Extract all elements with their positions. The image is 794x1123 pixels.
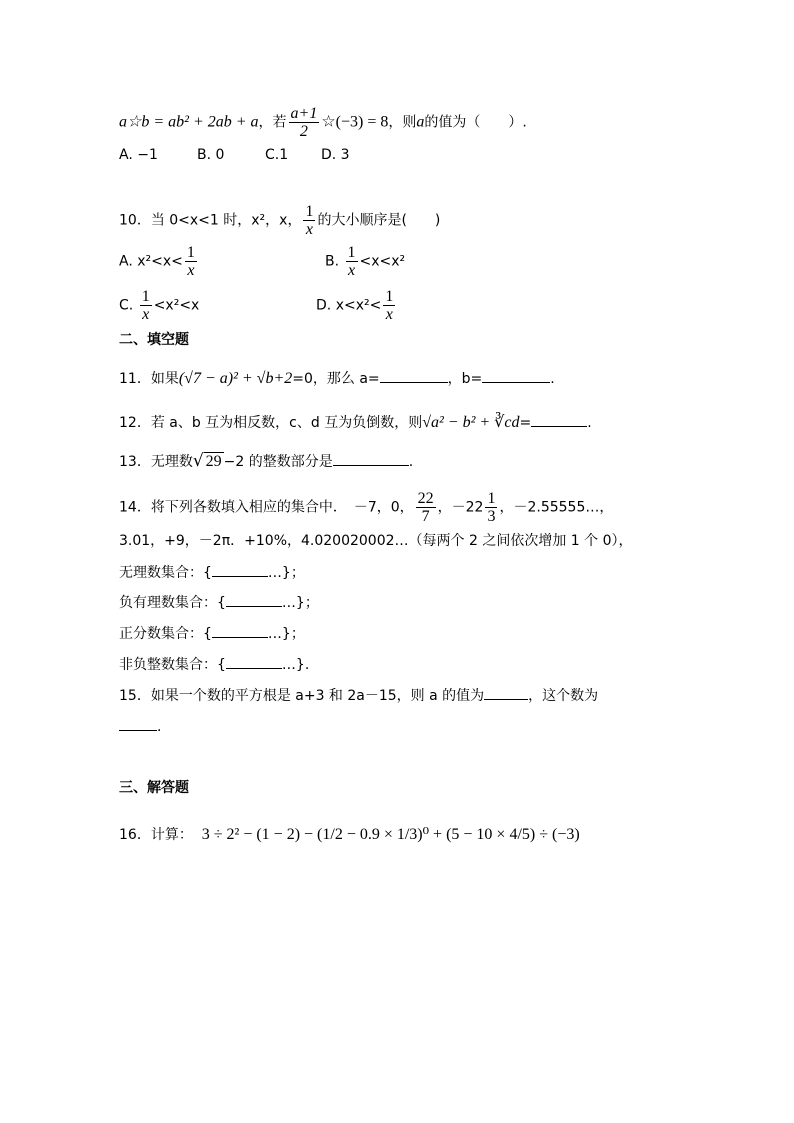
q9-ask-tail: 的值为（ ）. bbox=[424, 114, 527, 131]
q14-set-nonneg-int-label: 非负整数集合：{ bbox=[119, 657, 226, 673]
q13-answer[interactable] bbox=[333, 451, 409, 466]
q9-frac-num: a+1 bbox=[290, 105, 318, 122]
q10-b-frac bbox=[346, 244, 358, 279]
q9-definition-line bbox=[119, 105, 527, 140]
q15-text: 15．如果一个数的平方根是 a+3 和 2a－15，则 a 的值为 bbox=[119, 688, 485, 704]
q12-line bbox=[119, 412, 592, 433]
q14-line1 bbox=[119, 490, 613, 525]
q14-set-irrational-tail: …}； bbox=[267, 565, 305, 581]
q14-set-irrational-answer[interactable] bbox=[212, 562, 268, 577]
q10-b-text: <x<x² bbox=[359, 253, 406, 270]
q14-frac bbox=[416, 490, 436, 525]
q10-frac-num: 1 bbox=[305, 203, 314, 220]
q15-answer-number[interactable] bbox=[119, 716, 157, 731]
q14-frac-den: 7 bbox=[421, 508, 430, 525]
q9-option-c: C.1 bbox=[265, 147, 289, 163]
q14-set-pos-fraction-tail: …}； bbox=[267, 626, 305, 642]
q10-c-frac-den: x bbox=[142, 306, 150, 323]
q14-set-nonneg-int bbox=[119, 654, 309, 675]
q14-line2: 3.01，+9，－2π．+10%，4.020020002…（每两个 2 之间依次增加 1 个 0）， bbox=[119, 533, 633, 549]
q10-d-frac-num: 1 bbox=[385, 288, 394, 305]
q10-d-label: D. bbox=[316, 297, 332, 314]
q14-mixed-num: 1 bbox=[487, 490, 496, 507]
q9-option-b: B. 0 bbox=[197, 147, 225, 163]
q11-answer-a[interactable] bbox=[380, 368, 448, 383]
q13-radicand: 29 bbox=[205, 453, 222, 470]
q10-c-frac bbox=[140, 288, 152, 323]
q9-options bbox=[119, 145, 350, 165]
q15-line bbox=[119, 685, 598, 706]
q9-option-a: A. −1 bbox=[119, 147, 158, 163]
q14-pre: 14．将下列各数填入相应的集合中． －7，0， bbox=[119, 499, 414, 516]
q11-answer-b[interactable] bbox=[482, 368, 550, 383]
q10-d-frac-den: x bbox=[385, 306, 393, 323]
q11-pre: 11．如果 bbox=[119, 371, 179, 387]
q11-sep: ，b= bbox=[447, 371, 483, 387]
q14-set-pos-fraction-label: 正分数集合：{ bbox=[119, 626, 212, 642]
q10-a-label: A. bbox=[119, 253, 133, 270]
q9-ask-var: a bbox=[416, 113, 425, 131]
q13-line bbox=[119, 451, 413, 472]
q10-stem bbox=[119, 203, 440, 238]
q10-stem-pre: 10．当 0<x<1 时，x²，x， bbox=[119, 212, 302, 229]
q14-frac-num: 22 bbox=[417, 490, 434, 507]
q10-c-label: C. bbox=[119, 297, 134, 314]
q13-post: −2 的整数部分是 bbox=[223, 454, 333, 470]
q10-b-frac-den: x bbox=[347, 262, 356, 279]
q14-set-neg-rational-answer[interactable] bbox=[226, 592, 282, 607]
q10-c-frac-num: 1 bbox=[141, 288, 150, 305]
q12-expression: √a² − b² + ∛cd bbox=[422, 414, 520, 431]
q14-set-irrational-label: 无理数集合：{ bbox=[119, 565, 212, 581]
q14-set-neg-rational-tail: …}； bbox=[281, 595, 319, 611]
q10-frac-den: x bbox=[305, 221, 314, 238]
q9-ask: ，则 bbox=[388, 114, 417, 131]
section-heading-solve: 三、解答题 bbox=[119, 780, 189, 796]
q10-b-label: B. bbox=[325, 253, 340, 270]
q14-mid: ，－22 bbox=[437, 499, 484, 516]
q14-mixed-frac bbox=[485, 490, 497, 525]
q9-option-d: D. 3 bbox=[321, 147, 350, 163]
q14-set-neg-rational-label: 负有理数集合：{ bbox=[119, 595, 226, 611]
q16-line bbox=[119, 825, 580, 845]
q16-expression: 3 ÷ 2² − (1 − 2) − (1/2 − 0.9 × 1/3)⁰ + (5 − 10 × 4/5) ÷ (−3) bbox=[201, 826, 580, 843]
q11-line bbox=[119, 368, 555, 389]
q14-set-irrational bbox=[119, 562, 305, 583]
q14-post: ，－2.55555…， bbox=[499, 499, 614, 516]
q14-set-nonneg-int-tail: …}. bbox=[281, 657, 310, 673]
q10-option-d bbox=[316, 288, 397, 323]
q10-a-frac bbox=[185, 244, 197, 279]
q10-a-text: x²<x< bbox=[137, 253, 183, 270]
q14-set-nonneg-int-answer[interactable] bbox=[226, 654, 282, 669]
q11-expression: (√7 − a)² + √b+2 bbox=[178, 370, 293, 387]
q14-set-neg-rational bbox=[119, 592, 319, 613]
q11-end: . bbox=[550, 371, 555, 387]
q13-end: . bbox=[408, 454, 414, 470]
q12-answer[interactable] bbox=[531, 412, 587, 427]
q9-cond-pre: ，若 bbox=[258, 114, 287, 131]
q15-mid: ，这个数为 bbox=[528, 688, 599, 704]
q9-fraction bbox=[289, 105, 320, 140]
q10-stem-post: 的大小顺序是( ) bbox=[317, 212, 441, 229]
q10-a-frac-num: 1 bbox=[186, 244, 195, 261]
q16-pre: 16．计算： bbox=[119, 827, 193, 843]
q10-d-text: x<x²< bbox=[335, 297, 382, 314]
q10-c-text: <x²<x bbox=[153, 297, 200, 314]
section-heading-fill-blank: 二、填空题 bbox=[119, 332, 189, 348]
q14-set-pos-fraction bbox=[119, 623, 305, 644]
q15-line2 bbox=[119, 716, 161, 737]
q15-answer-a[interactable] bbox=[484, 685, 528, 700]
q9-definition: a☆b = ab² + 2ab + a bbox=[119, 113, 259, 131]
q14-mixed-den: 3 bbox=[487, 508, 496, 525]
q12-end: . bbox=[587, 415, 592, 431]
q9-cond-post: ☆(−3) = 8 bbox=[321, 113, 389, 131]
q15-end: . bbox=[157, 719, 162, 735]
q14-set-pos-fraction-answer[interactable] bbox=[212, 623, 268, 638]
q10-b-frac-num: 1 bbox=[347, 244, 356, 261]
q13-radical-sign: √ bbox=[192, 451, 204, 471]
q12-pre: 12．若 a、b 互为相反数，c、d 互为负倒数，则 bbox=[119, 415, 423, 431]
q10-d-frac bbox=[383, 288, 395, 323]
q10-a-frac-den: x bbox=[187, 262, 195, 279]
q10-option-b bbox=[325, 244, 405, 279]
q11-mid: =0，那么 a= bbox=[292, 371, 380, 387]
q13-pre: 13．无理数 bbox=[119, 454, 193, 470]
q10-option-a bbox=[119, 244, 199, 279]
q10-option-c bbox=[119, 288, 199, 323]
q12-eq: = bbox=[519, 415, 532, 431]
q10-frac bbox=[303, 203, 315, 238]
q9-frac-den: 2 bbox=[299, 123, 308, 140]
